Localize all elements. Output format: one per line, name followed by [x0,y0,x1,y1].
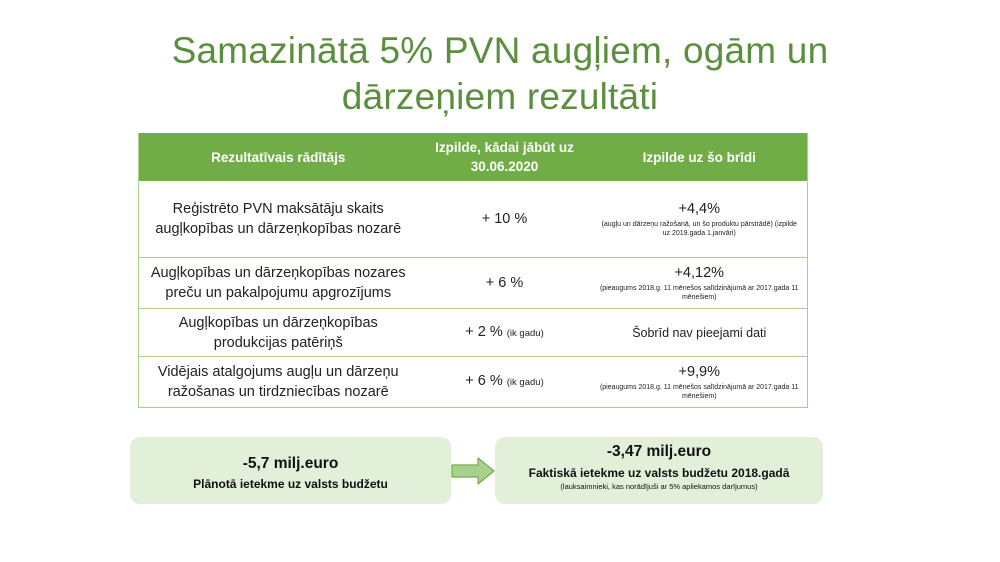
current-value: +4,12% [674,265,725,281]
table-row [139,258,808,309]
actual-impact-value: -3,47 milj.euro [606,443,712,460]
current-cell [592,181,808,258]
table-row [139,309,808,357]
actual-impact-label: Faktiskā ietekme uz valsts budžetu 2018.gadā [528,466,790,480]
header-indicator: Rezultatīvais rādītājs [139,133,418,181]
planned-impact-box [130,437,451,504]
current-cell [592,309,808,357]
table-row [139,181,808,258]
header-current: Izpilde uz šo brīdi [592,133,808,181]
target-value: + 2 % [465,323,503,340]
planned-impact-value: -5,7 milj.euro [242,455,339,472]
header-target: Izpilde, kādai jābūt uz 30.06.2020 [418,133,592,181]
current-note: (augļu un dārzeņu ražošanā, un šo produktu pārstrādē) (izpilde uz 2019.gada 1.janvāri) [601,221,797,237]
current-value: Šobrīd nav pieejami dati [632,325,767,340]
planned-impact-label: Plānotā ietekme uz valsts budžetu [193,477,388,491]
current-note: (pieaugums 2018.g. 11 mēnešos salīdzinājumā ar 2017.gada 11 mēnešiem) [599,384,799,400]
indicator-cell: Augļkopības un dārzeņkopības produkcijas patēriņš [139,309,418,357]
table-row [139,357,808,408]
target-value: + 6 % [485,275,524,291]
indicator-cell: Augļkopības un dārzeņkopības nozares preču un pakalpojumu apgrozījums [139,258,418,309]
indicator-cell: Vidējais atalgojums augļu un dārzeņu ražošanas un tirdzniecības nozarē [139,357,418,408]
right-arrow-icon [451,456,495,486]
target-value: + 6 % [465,373,503,389]
table-header-row [139,133,808,181]
target-value: + 10 % [481,211,528,227]
current-value: +9,9% [678,364,721,380]
current-value: +4,4% [678,201,721,217]
target-cell [418,357,592,408]
indicator-cell: Reģistrēto PVN maksātāju skaits augļkopības un dārzeņkopības nozarē [139,181,418,258]
target-cell [418,258,592,309]
actual-impact-note: (lauksaimnieki, kas norādījuši ar 5% apliekamos darījumus) [560,482,758,491]
target-cell [418,181,592,258]
indicators-table [138,133,808,408]
target-note: (ik gadu) [506,377,544,388]
title-line-2: dārzeņiem rezultāti [341,76,659,117]
title-line-1: Samazinātā 5% PVN augļiem, ogām un [171,30,829,71]
target-note: (ik gadu) [506,327,544,339]
target-cell [418,309,592,357]
actual-impact-box [495,437,823,504]
page-title [80,28,920,120]
current-note: (pieaugums 2018.g. 11 mēnešos salīdzinājumā ar 2017.gada 11 mēnešiem) [599,285,799,301]
current-cell [592,357,808,408]
current-cell [592,258,808,309]
